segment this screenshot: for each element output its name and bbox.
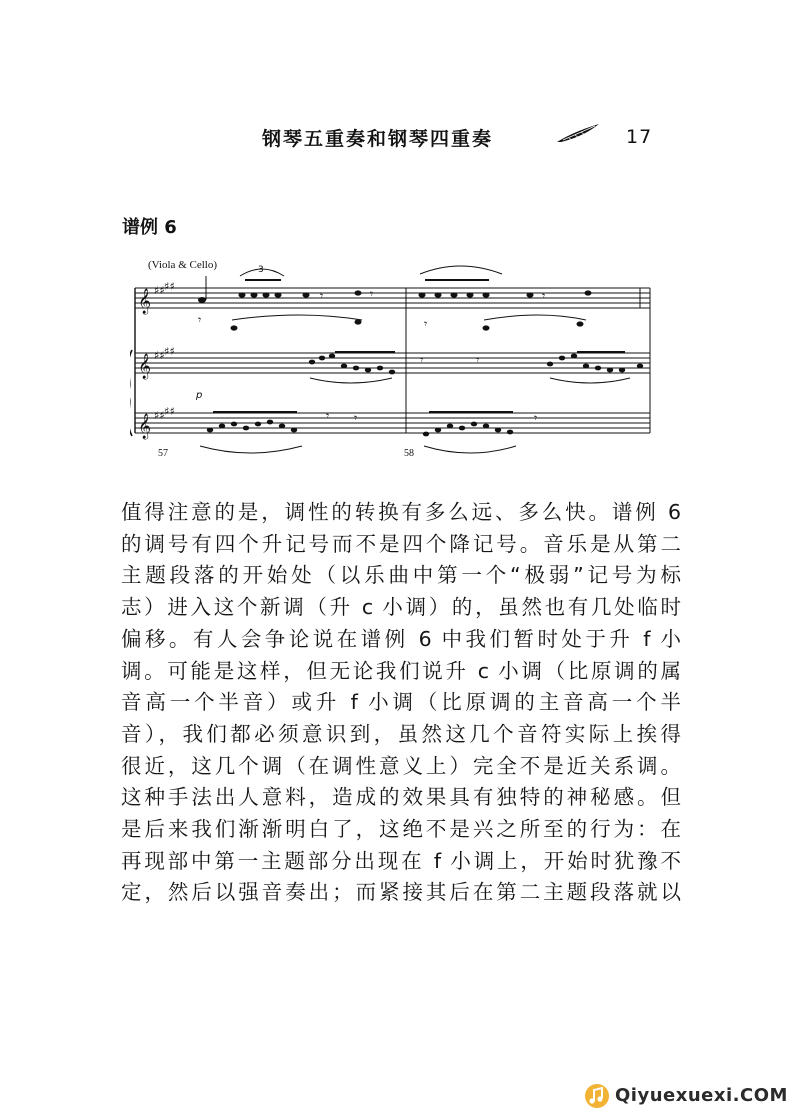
svg-text:p: p [196, 390, 203, 401]
quill-pen-icon [555, 122, 601, 144]
body-line: 主题段落的开始处（以乐曲中第一个“极弱”记号为标 [121, 563, 681, 588]
svg-text:𝄾: 𝄾 [534, 411, 538, 425]
body-line: 音高一个半音）或升 f 小调（比原调的主音高一个半 [121, 690, 681, 715]
body-line: 很近，这几个调（在调性意义上）完全不是近关系调。 [121, 753, 681, 778]
svg-text:3: 3 [258, 265, 264, 275]
measure-number-58: 58 [404, 448, 414, 459]
svg-text:𝄾: 𝄾 [354, 411, 358, 425]
svg-text:𝄾: 𝄾 [424, 317, 428, 331]
body-line: 志）进入这个新调（升 c 小调）的，虽然也有几处临时 [121, 595, 681, 620]
body-line: 是后来我们渐渐明白了，这绝不是兴之所至的行为：在 [121, 817, 681, 842]
running-head [0, 120, 794, 154]
svg-text:𝄾: 𝄾 [326, 409, 330, 423]
body-line: 偏移。有人会争论说在谱例 6 中我们暂时处于升 f 小 [121, 626, 681, 651]
body-line: 再现部中第一主题部分出现在 f 小调上，开始时犹豫不 [121, 848, 681, 873]
instrument-label: (Viola & Cello) [148, 259, 217, 271]
music-note-logo-icon [583, 1082, 611, 1110]
svg-text:♯♯: ♯♯ [164, 280, 175, 293]
watermark [583, 1082, 788, 1110]
body-line: 值得注意的是，调性的转换有多么远、多么快。谱例 6 [121, 500, 681, 524]
page-number: 17 [626, 126, 653, 148]
svg-text:𝄞: 𝄞 [138, 414, 152, 439]
svg-text:𝄾: 𝄾 [370, 287, 374, 301]
svg-text:♯♯: ♯♯ [164, 405, 175, 418]
staff-top [135, 288, 650, 308]
svg-text:𝄾: 𝄾 [320, 289, 324, 303]
svg-text:𝄞: 𝄞 [138, 354, 152, 379]
measure-number-57: 57 [158, 448, 168, 459]
svg-text:𝄾: 𝄾 [198, 313, 202, 327]
svg-text:𝄾: 𝄾 [542, 289, 546, 303]
svg-text:𝄾: 𝄾 [420, 353, 424, 367]
body-line: 定，然后以强音奏出；而紧接其后在第二主题段落就以 [121, 880, 681, 905]
example-label: 谱例 6 [122, 217, 177, 238]
svg-text:♯♯: ♯♯ [154, 349, 165, 362]
music-score-example [130, 250, 670, 470]
svg-text:𝄾: 𝄾 [476, 353, 480, 367]
body-line: 调。可能是这样，但无论我们说升 c 小调（比原调的属 [121, 658, 681, 683]
svg-text:𝄞: 𝄞 [138, 289, 152, 314]
body-line: 音），我们都必须意识到，虽然这几个音符实际上挨得 [121, 721, 681, 746]
body-text [121, 497, 681, 909]
body-line: 的调号有四个升记号而不是四个降记号。音乐是从第二 [121, 531, 681, 556]
running-title: 钢琴五重奏和钢琴四重奏 [262, 128, 494, 150]
svg-text:♯♯: ♯♯ [164, 345, 175, 358]
body-line: 这种手法出人意料，造成的效果具有独特的神秘感。但 [121, 785, 681, 810]
svg-text:♯♯: ♯♯ [154, 409, 165, 422]
svg-text:♯♯: ♯♯ [154, 284, 165, 297]
watermark-text: Qiyuexuexi.COM [615, 1085, 788, 1106]
